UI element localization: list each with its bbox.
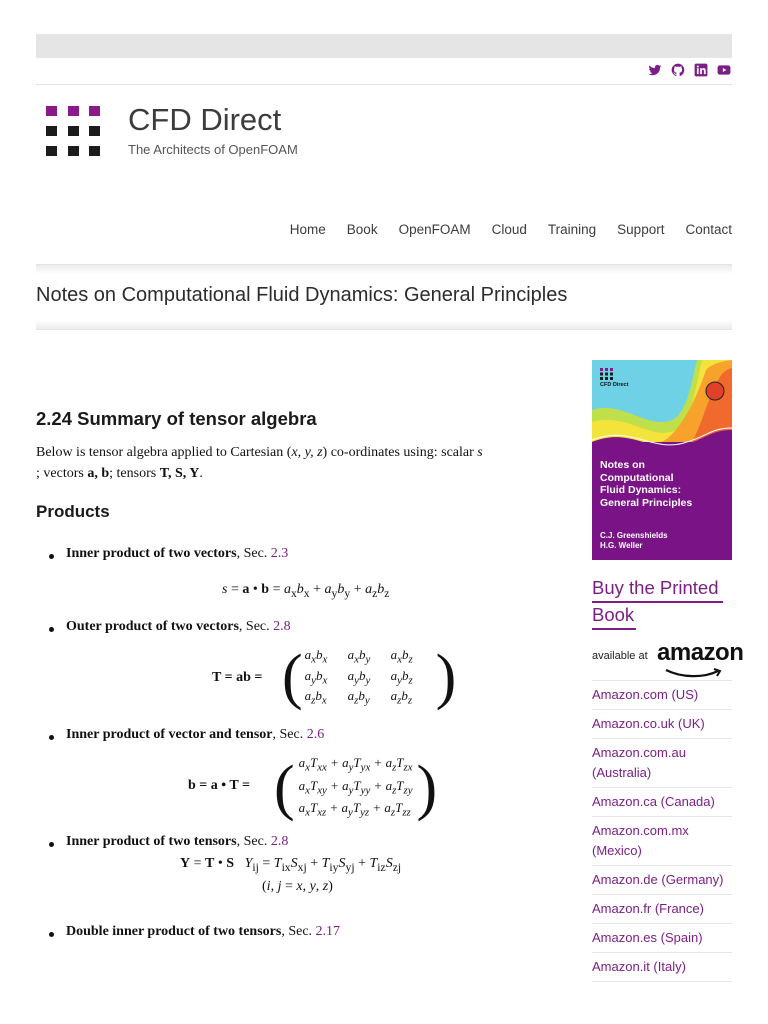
store-link-spain[interactable]: Amazon.es (Spain) [592, 923, 732, 952]
item-sec-prefix: , Sec. [281, 924, 313, 939]
amazon-badge[interactable] [592, 639, 744, 678]
intro-vectors: a, b [87, 466, 110, 481]
underline [592, 601, 723, 603]
left-paren: ( [282, 643, 303, 711]
item-label: Inner product of two tensors [66, 834, 237, 849]
intro-text: ; tensors [109, 466, 157, 481]
store-link-france[interactable]: Amazon.fr (France) [592, 894, 732, 923]
nav-item-openfoam[interactable]: OpenFOAM [398, 222, 471, 237]
site-title[interactable]: CFD Direct [128, 102, 282, 137]
intro-text: ; vectors [36, 466, 84, 481]
social-bar [36, 58, 732, 85]
cover-title-line: Computational [600, 471, 674, 484]
right-paren: ) [435, 643, 457, 711]
cover-authors [600, 531, 668, 551]
page-title: Notes on Computational Fluid Dynamics: General Principles [36, 284, 568, 306]
left-paren: ( [274, 753, 295, 822]
cover-title-line: Fluid Dynamics: [600, 484, 682, 496]
section-link[interactable]: 2.17 [315, 924, 341, 939]
twitter-icon[interactable] [647, 62, 663, 78]
buy-heading-line: Buy the Printed [592, 577, 719, 598]
store-link-canada[interactable]: Amazon.ca (Canada) [592, 787, 732, 816]
top-bar [36, 34, 732, 58]
cover-author: H.G. Weller [600, 541, 643, 550]
cover-title-line: General Principles [600, 496, 693, 509]
equation-inner-tensors: Y = T • S $Y_{ij} = T_{ix}S_{xj} + T_{iy}S_{yj} + T_{iz}S_{zj}$ [180, 856, 402, 874]
equation-lhs: b = a • T = [188, 778, 250, 793]
item-label: Inner product of vector and tensor [66, 727, 273, 742]
products-heading: Products [36, 502, 110, 521]
amazon-store-list [592, 680, 732, 982]
nav-item-training[interactable]: Training [547, 222, 597, 237]
linkedin-icon[interactable] [693, 62, 709, 78]
intro-tensors: T, S, Y [159, 466, 200, 481]
item-label: Outer product of two vectors [66, 619, 239, 634]
store-link-australia[interactable]: Amazon.com.au (Australia) [592, 738, 732, 787]
store-link-uk[interactable]: Amazon.co.uk (UK) [592, 709, 732, 738]
bullet [49, 554, 54, 559]
section-link[interactable]: 2.8 [273, 619, 291, 634]
book-cover-image[interactable] [592, 360, 732, 560]
vector-tensor-column [274, 754, 437, 822]
social-links [647, 62, 732, 78]
available-at-label: available at [592, 650, 648, 662]
equation-inner-vectors: s = a • $b = a_xb_x + a_yb_y + a_zb_z$ [222, 582, 390, 600]
github-icon[interactable] [670, 62, 686, 78]
list-item [66, 727, 324, 743]
amazon-smile-icon [664, 668, 724, 678]
youtube-icon[interactable] [716, 62, 732, 78]
intro-coords: x, y, z [291, 445, 323, 460]
list-item [66, 619, 291, 635]
item-label: Inner product of two vectors [66, 546, 237, 561]
equation-index-range: (i, j = x, y, z) [262, 879, 333, 894]
right-paren: ) [416, 753, 438, 822]
outer-product-matrix [282, 643, 457, 711]
list-item [66, 546, 288, 562]
item-sec-prefix: , Sec. [236, 546, 268, 561]
intro-paragraph [36, 442, 578, 484]
intro-text: . [199, 466, 203, 481]
item-sec-prefix: , Sec. [272, 727, 304, 742]
buy-printed-book-heading[interactable] [592, 574, 732, 628]
section-heading: 2.24 Summary of tensor algebra [36, 408, 317, 429]
equation-vector-tensor-lhs [188, 778, 250, 794]
amazon-logo: amazon [657, 639, 744, 666]
list-item [66, 924, 340, 940]
item-label: Double inner product of two tensors [66, 924, 282, 939]
column-vector: $a_xT_{xx} + a_yT_{yx} + a_zT_{zx}$ $a_xT_{xy} + a_yT_{yy} + a_zT_{zy}$ $a_xT_{xz} + a_yT_{yz} + a_zT_{zz}$ [298, 755, 413, 819]
nav-item-support[interactable]: Support [617, 222, 665, 237]
matrix-grid: $a_xb_x$ $a_xb_y$ $a_xb_z$ $a_yb_x$ $a_yb_y$ $a_yb_z$ $a_zb_x$ $a_zb_y$ $a_zb_z$ [304, 647, 413, 707]
store-link-us[interactable]: Amazon.com (US) [592, 680, 732, 709]
section-link[interactable]: 2.6 [306, 727, 325, 742]
bullet [49, 627, 54, 632]
nav-item-cloud[interactable]: Cloud [491, 222, 527, 237]
bullet [49, 932, 54, 937]
intro-scalar: s [477, 445, 483, 460]
nav-item-home[interactable]: Home [289, 222, 326, 237]
section-link[interactable]: 2.3 [270, 546, 289, 561]
intro-text: Below is tensor algebra applied to Cartesian ( [36, 445, 292, 460]
equation-outer-lhs [212, 670, 262, 686]
section-link[interactable]: 2.8 [270, 834, 289, 849]
equation-lhs: T = ab = [212, 670, 263, 685]
cover-brand: CFD Direct [600, 382, 629, 388]
store-link-italy[interactable]: Amazon.it (Italy) [592, 952, 732, 982]
main-nav [290, 222, 732, 237]
store-link-germany[interactable]: Amazon.de (Germany) [592, 865, 732, 894]
item-sec-prefix: , Sec. [238, 619, 270, 634]
main-content [36, 340, 576, 1024]
page [36, 0, 744, 1024]
underline [592, 628, 636, 630]
site-tagline: The Architects of OpenFOAM [128, 142, 298, 157]
bullet [49, 735, 54, 740]
nav-item-contact[interactable]: Contact [685, 222, 732, 237]
cover-title [600, 459, 692, 509]
site-logo[interactable] [46, 106, 102, 157]
cover-author: C.J. Greenshields [600, 531, 668, 540]
bullet [49, 842, 54, 847]
cover-title-line: Notes on [600, 459, 645, 471]
store-link-mexico[interactable]: Amazon.com.mx (Mexico) [592, 816, 732, 865]
buy-heading-line: Book [592, 604, 635, 625]
item-sec-prefix: , Sec. [236, 834, 268, 849]
list-item [66, 834, 288, 850]
intro-text: ) co-ordinates using: scalar [322, 445, 474, 460]
nav-item-book[interactable]: Book [346, 222, 378, 237]
